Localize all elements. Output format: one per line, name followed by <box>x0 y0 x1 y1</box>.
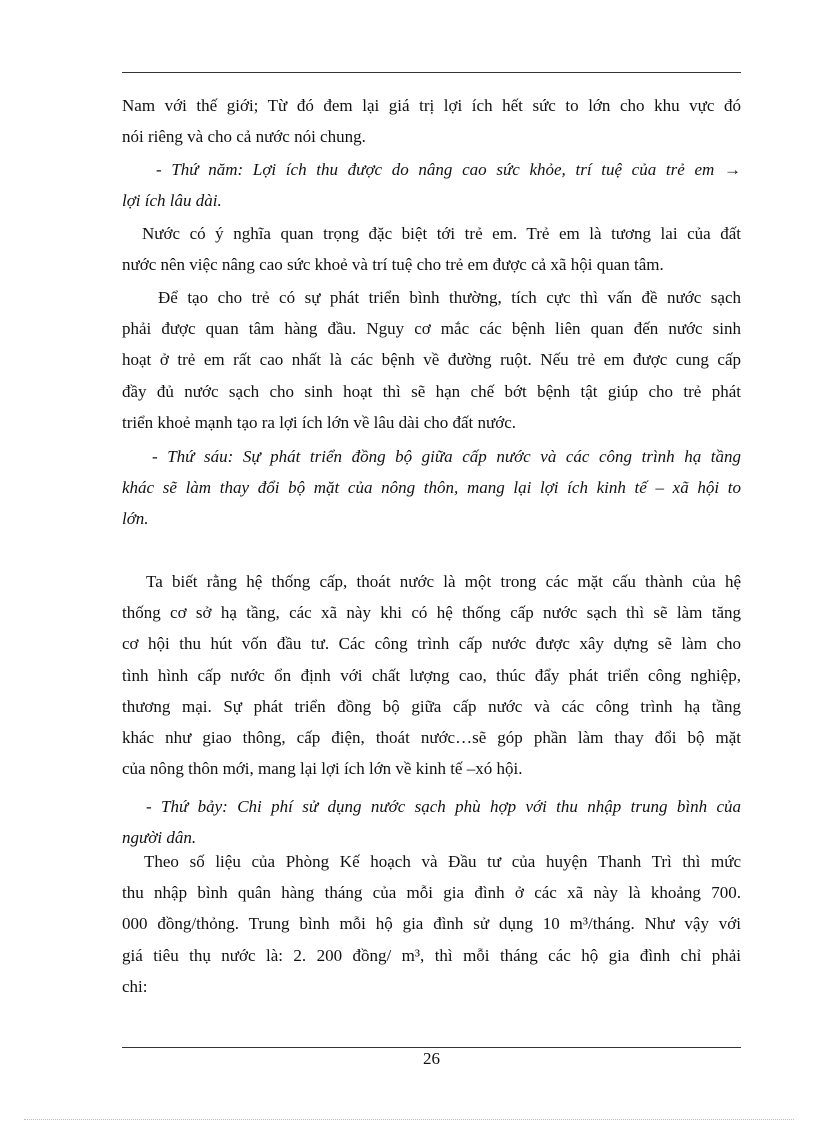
text-line: 000 đồng/thỏng. Trung bình mỗi hộ gia đình sử dụng 10 m³/tháng. Như vậy với <box>122 914 741 934</box>
text-line: thương mại. Sự phát triển đồng bộ giữa cấp nước và các công trình hạ tầng <box>122 696 741 716</box>
text-line: Ta biết rằng hệ thống cấp, thoát nước là một trong các mặt cấu thành của hệ <box>146 572 741 591</box>
text-line: triển khoẻ mạnh tạo ra lợi ích lớn về lâu dài cho đất nước. <box>122 412 517 432</box>
text-line: hoạt ở trẻ em rất cao nhất là các bệnh về đường ruột. Nếu trẻ em được cung cấp <box>122 350 741 370</box>
paragraph-3 <box>122 218 741 280</box>
paragraph-2 <box>122 154 741 216</box>
text-line: tình hình cấp nước ổn định với chất lượng cao, thúc đẩy phát triển công nghiệp, <box>122 665 741 685</box>
text-line: khác như giao thông, cấp điện, thoát nước…sẽ góp phần làm thay đổi bộ mặt <box>122 728 741 748</box>
text-line: giá tiêu thụ nước là: 2. 200 đồng/ m³, thì mỗi tháng các hộ gia đình chỉ phải <box>122 945 741 965</box>
text-line: cơ hội thu hút vốn đầu tư. Các công trình cấp nước được xây dựng sẽ làm cho <box>122 634 741 654</box>
paragraph-4 <box>122 282 741 438</box>
text-line: của nông thôn mới, mang lại lợi ích lớn về kinh tế –xó hội. <box>122 759 523 779</box>
paragraph-6 <box>122 566 741 784</box>
text-line: - Thứ sáu: Sự phát triển đồng bộ giữa cấp nước và các công trình hạ tầng <box>152 447 741 466</box>
text-line: thu nhập bình quân hàng tháng của mỗi gia đình ở các xã này là khoảng 700. <box>122 883 741 903</box>
header-rule <box>122 72 741 73</box>
text-line: Nam với thế giới; Từ đó đem lại giá trị lợi ích hết sức to lớn cho khu vực đó <box>122 96 741 115</box>
paragraph-7 <box>122 791 741 853</box>
text-line: thống cơ sở hạ tầng, các xã này khi có hệ thống cấp nước sạch thì sẽ làm tăng <box>122 603 741 623</box>
page-boundary <box>24 1119 794 1120</box>
text-line: nước nên việc nâng cao sức khoẻ và trí tuệ cho trẻ em được cả xã hội quan tâm. <box>122 255 664 275</box>
paragraph-1 <box>122 90 741 152</box>
text-line: Theo số liệu của Phòng Kế hoạch và Đầu tư của huyện Thanh Trì thì mức <box>144 852 741 871</box>
paragraph-8 <box>122 846 741 1002</box>
text-line: phải được quan tâm hàng đầu. Nguy cơ mắc các bệnh liên quan đến nước sinh <box>122 319 741 339</box>
paragraph-5 <box>122 441 741 535</box>
text-line: đầy đủ nước sạch cho sinh hoạt thì sẽ hạn chế bớt bệnh tật giúp cho trẻ phát <box>122 381 741 401</box>
text-line: - Thứ năm: Lợi ích thu được do nâng cao sức khỏe, trí tuệ của trẻ em → <box>156 160 741 179</box>
text-line: Nước có ý nghĩa quan trọng đặc biệt tới trẻ em. Trẻ em là tương lai của đất <box>142 224 741 243</box>
text-line: lớn. <box>122 509 149 529</box>
text-line: người dân. <box>122 828 197 848</box>
text-line: Để tạo cho trẻ có sự phát triển bình thường, tích cực thì vấn đề nước sạch <box>158 288 741 307</box>
text-line: lợi ích lâu dài. <box>122 191 222 211</box>
text-line: - Thứ bảy: Chi phí sử dụng nước sạch phù hợp với thu nhập trung bình của <box>146 797 741 816</box>
text-line: nói riêng và cho cả nước nói chung. <box>122 127 366 147</box>
text-line: khác sẽ làm thay đổi bộ mặt của nông thôn, mang lại lợi ích kinh tế – xã hội to <box>122 478 741 498</box>
page-number: 26 <box>423 1049 440 1068</box>
text-line: chi: <box>122 976 148 996</box>
